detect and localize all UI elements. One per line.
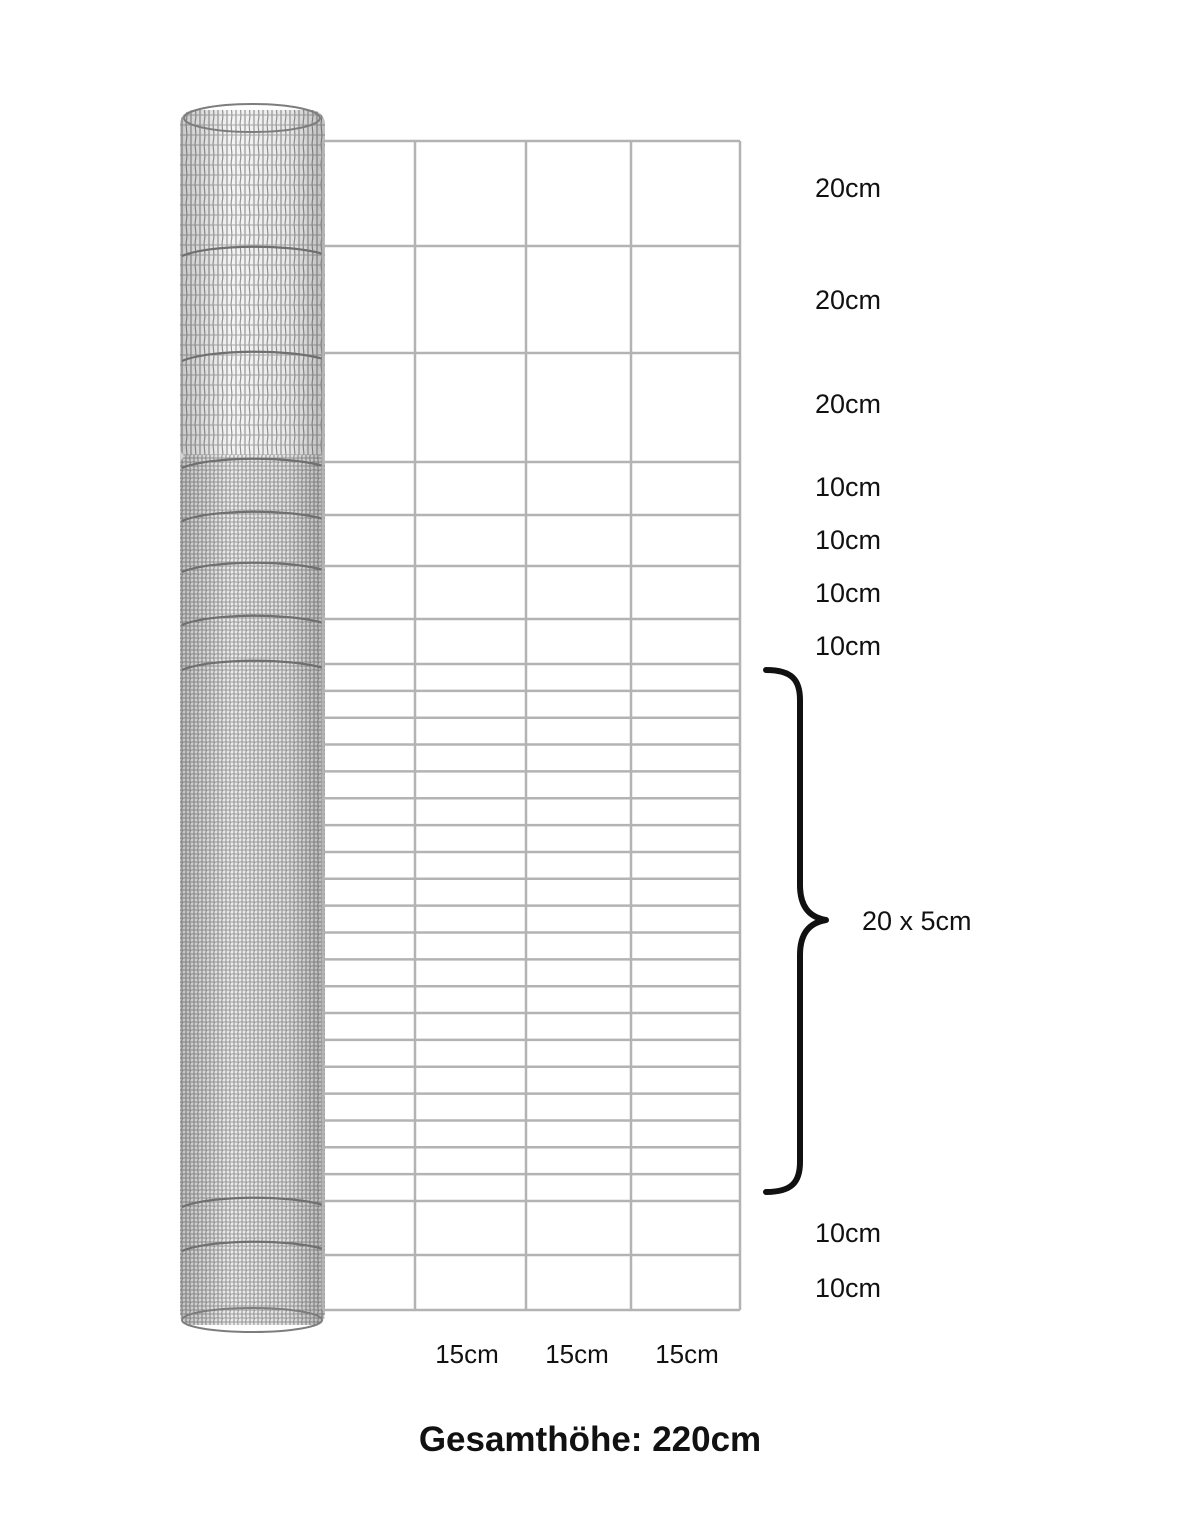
row-height-label: 10cm <box>815 1218 882 1248</box>
row-height-labels <box>815 173 881 1303</box>
brace-icon <box>766 670 826 1192</box>
column-width-labels <box>435 1339 719 1369</box>
mesh-grid <box>323 141 740 1310</box>
fence-roll-image <box>180 104 325 1332</box>
total-height-label: Gesamthöhe: 220cm <box>418 1420 762 1459</box>
row-height-label: 10cm <box>815 578 882 608</box>
row-height-label: 10cm <box>815 1273 882 1303</box>
column-width-label: 15cm <box>655 1339 719 1369</box>
column-width-label: 15cm <box>545 1339 609 1369</box>
brace-label: 20 x 5cm <box>862 906 972 936</box>
row-height-label: 20cm <box>815 173 882 203</box>
row-height-label: 10cm <box>815 631 882 661</box>
row-height-label: 10cm <box>815 472 882 502</box>
column-width-label: 15cm <box>435 1339 499 1369</box>
row-height-label: 20cm <box>815 389 882 419</box>
row-height-label: 20cm <box>815 285 882 315</box>
row-height-label: 10cm <box>815 525 882 555</box>
